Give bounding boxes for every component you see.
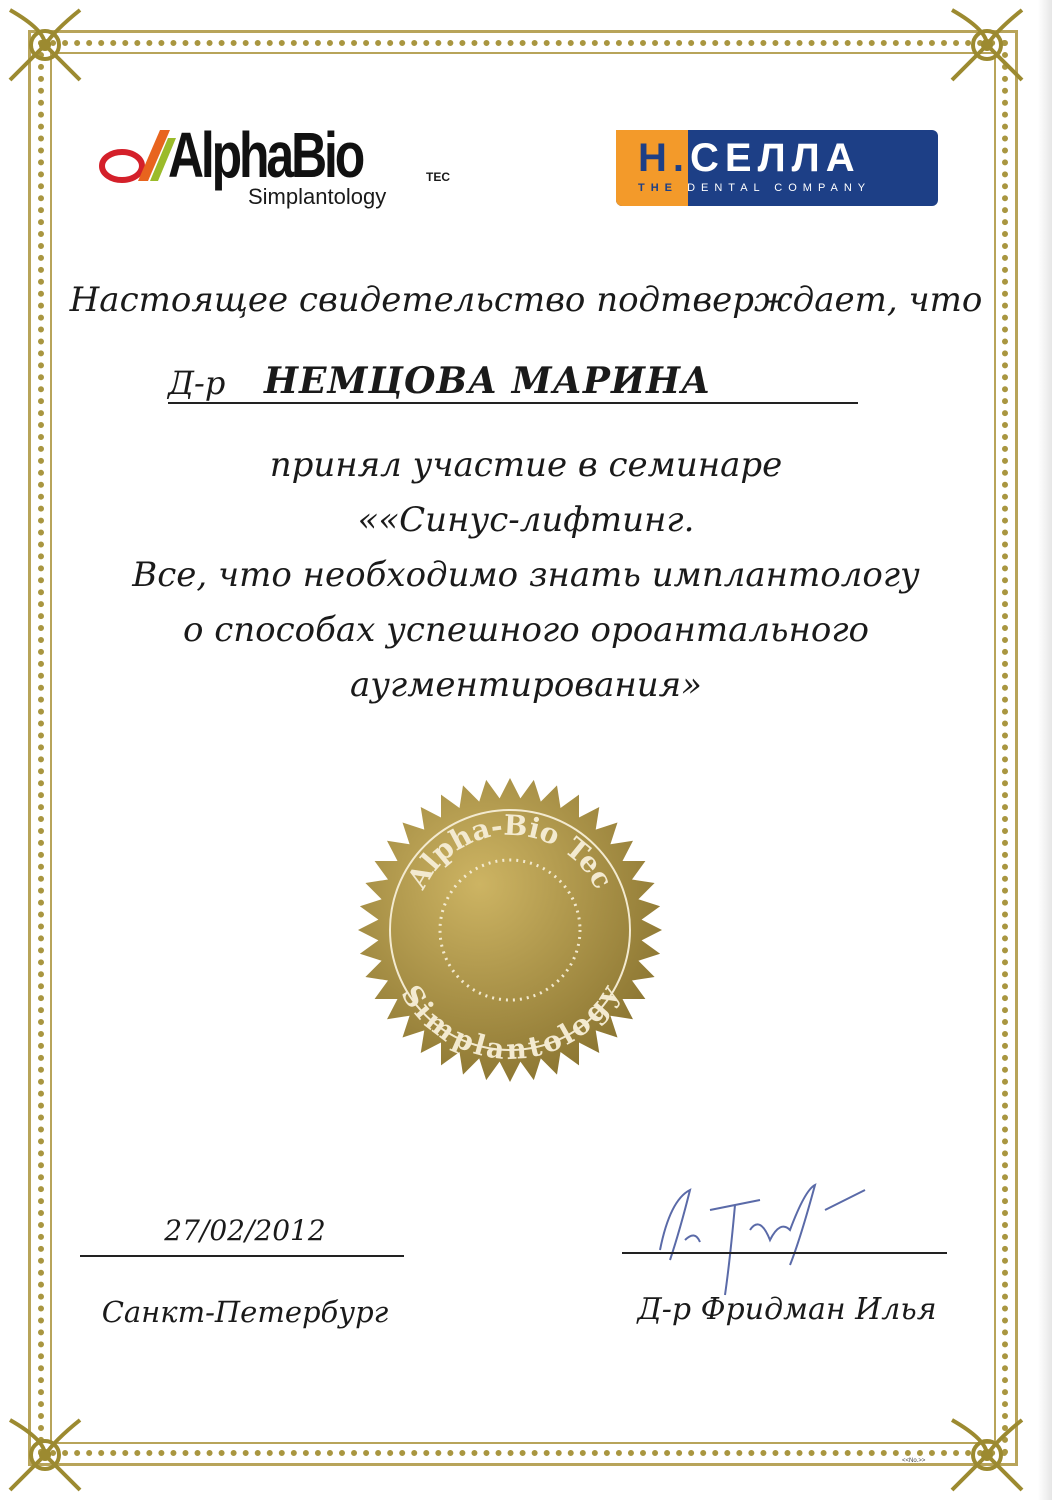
corner-ornament-icon xyxy=(0,1410,90,1500)
hsella-name-text: СЕЛЛА xyxy=(690,136,861,180)
hsella-logo xyxy=(616,130,938,206)
corner-ornament-icon xyxy=(0,0,90,90)
signature xyxy=(640,1170,880,1300)
gold-seal xyxy=(355,775,665,1085)
scan-edge xyxy=(1038,0,1052,1500)
corner-ornament-icon xyxy=(942,0,1032,90)
seminar-line: Все, что необходимо знать имплантологу xyxy=(132,555,920,595)
hsella-tag-prefix: THE xyxy=(638,182,678,194)
seminar-description xyxy=(0,438,1052,713)
corner-ornament-icon xyxy=(942,1410,1032,1500)
hsella-name xyxy=(638,136,861,181)
seminar-line: о способах успешного ороантального xyxy=(182,610,870,650)
title-prefix: Д-р xyxy=(168,364,226,402)
seal-bottom-text: Simplantology xyxy=(394,979,626,1067)
alphabio-tagline: Simplantology xyxy=(248,184,387,209)
hsella-tagline xyxy=(638,182,871,194)
hsella-tag-text: DENTAL COMPANY xyxy=(687,182,872,194)
hsella-prefix: H. xyxy=(638,136,690,180)
alphabio-logo xyxy=(98,118,458,218)
alphabio-name: AlphaBio xyxy=(168,119,363,191)
certificate-city: Санкт-Петербург xyxy=(101,1295,389,1329)
signature-underline xyxy=(622,1252,947,1254)
seminar-line: ««Синус-лифтинг. xyxy=(357,500,695,540)
alphabio-mark-icon xyxy=(98,126,178,186)
number-mark: <<No.>> xyxy=(902,1458,926,1464)
certificate-date: 27/02/2012 xyxy=(164,1214,326,1247)
signer-name: Д-р Фридман Илья xyxy=(637,1292,937,1327)
recipient-line xyxy=(168,358,858,404)
seminar-line: принял участие в семинаре xyxy=(269,445,783,485)
seminar-line: аугментирования» xyxy=(350,665,702,705)
recipient-name: НЕМЦОВА МАРИНА xyxy=(264,360,712,402)
seal-top-text: Alpha-Bio Tec xyxy=(400,808,620,895)
alphabio-suffix: TEC xyxy=(426,170,450,184)
date-underline xyxy=(80,1255,404,1257)
certificate-intro: Настоящее свидетельство подтверждает, что xyxy=(69,280,983,320)
